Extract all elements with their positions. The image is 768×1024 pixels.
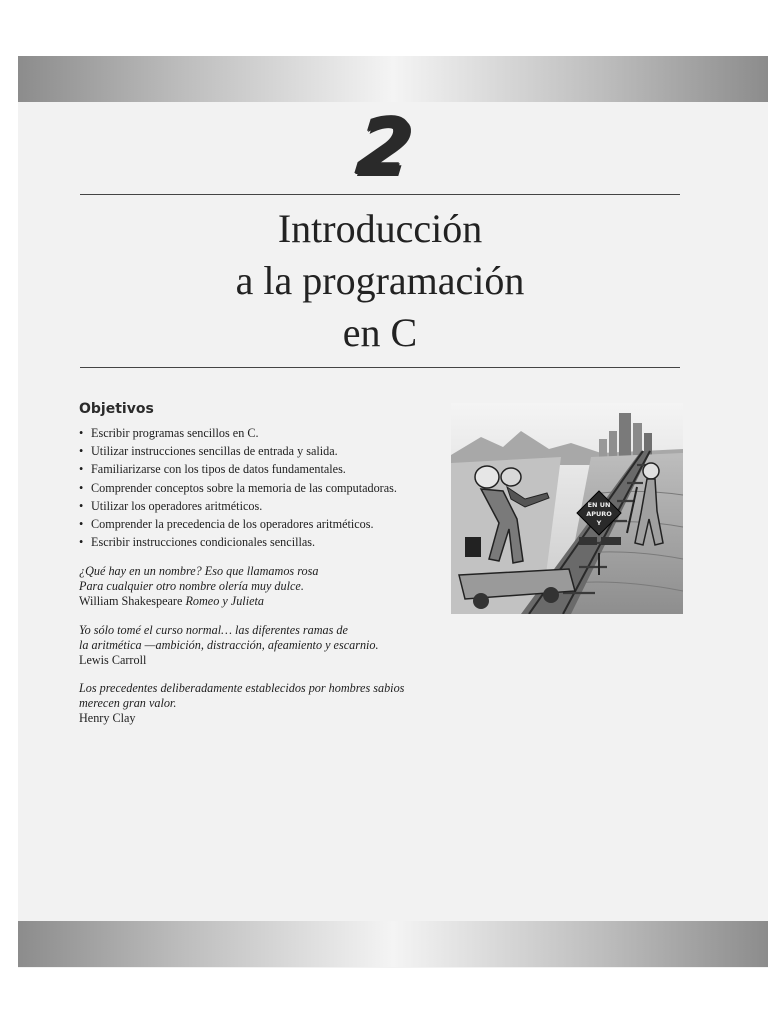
quote-line: merecen gran valor. bbox=[79, 696, 177, 711]
objective-item: • Escribir programas sencillos en C. bbox=[79, 424, 439, 442]
sign-text-line: Y bbox=[596, 519, 602, 527]
objective-item: • Utilizar los operadores aritméticos. bbox=[79, 497, 439, 515]
chapter-illustration bbox=[451, 403, 683, 614]
header-band bbox=[18, 56, 768, 102]
title-rule-top bbox=[80, 194, 680, 195]
railroad-cartoon-image bbox=[451, 403, 683, 614]
chapter-title-line-1: Introducción bbox=[277, 206, 483, 251]
quote-line: ¿Qué hay en un nombre? Eso que llamamos rosa bbox=[79, 564, 319, 578]
sign-text-line: APURO bbox=[586, 510, 612, 518]
quote-author: Henry Clay bbox=[79, 711, 136, 726]
objective-item: • Comprender la precedencia de los operadores aritméticos. bbox=[79, 515, 439, 533]
objective-item: • Utilizar instrucciones sencillas de entrada y salida. bbox=[79, 442, 439, 460]
objective-item: • Comprender conceptos sobre la memoria de las computadoras. bbox=[79, 479, 439, 497]
epigraph-shakespeare bbox=[79, 564, 449, 610]
footer-band bbox=[18, 921, 768, 967]
epigraph-clay bbox=[79, 681, 449, 727]
chapter-title bbox=[80, 203, 680, 359]
objective-item: • Familiarizarse con los tipos de datos fundamentales. bbox=[79, 460, 439, 478]
chapter-title-line-3: en C bbox=[342, 310, 418, 355]
epigraph-carroll bbox=[79, 623, 449, 669]
quote-author-name: William Shakespeare bbox=[79, 594, 183, 609]
objective-item: • Escribir instrucciones condicionales sencillas. bbox=[79, 533, 439, 551]
title-rule-bottom bbox=[80, 367, 680, 368]
objectives-list bbox=[79, 424, 439, 551]
quote-work: Romeo y Julieta bbox=[185, 594, 264, 609]
quote-line: Para cualquier otro nombre olería muy dulce. bbox=[79, 579, 304, 594]
objectives-heading: Objetivos bbox=[79, 401, 154, 417]
quote-line: Los precedentes deliberadamente establecidos por hombres sabios bbox=[79, 681, 405, 695]
quote-line: la aritmética —ambición, distracción, afeamiento y escarnio. bbox=[79, 638, 379, 653]
quote-line: Yo sólo tomé el curso normal… las diferentes ramas de bbox=[79, 623, 348, 637]
chapter-number: 2 bbox=[352, 103, 418, 193]
chapter-title-line-2: a la programación bbox=[235, 258, 525, 303]
quote-author: Lewis Carroll bbox=[79, 653, 147, 668]
sign-text-line: EN UN bbox=[587, 501, 611, 509]
quote-author bbox=[79, 594, 449, 609]
